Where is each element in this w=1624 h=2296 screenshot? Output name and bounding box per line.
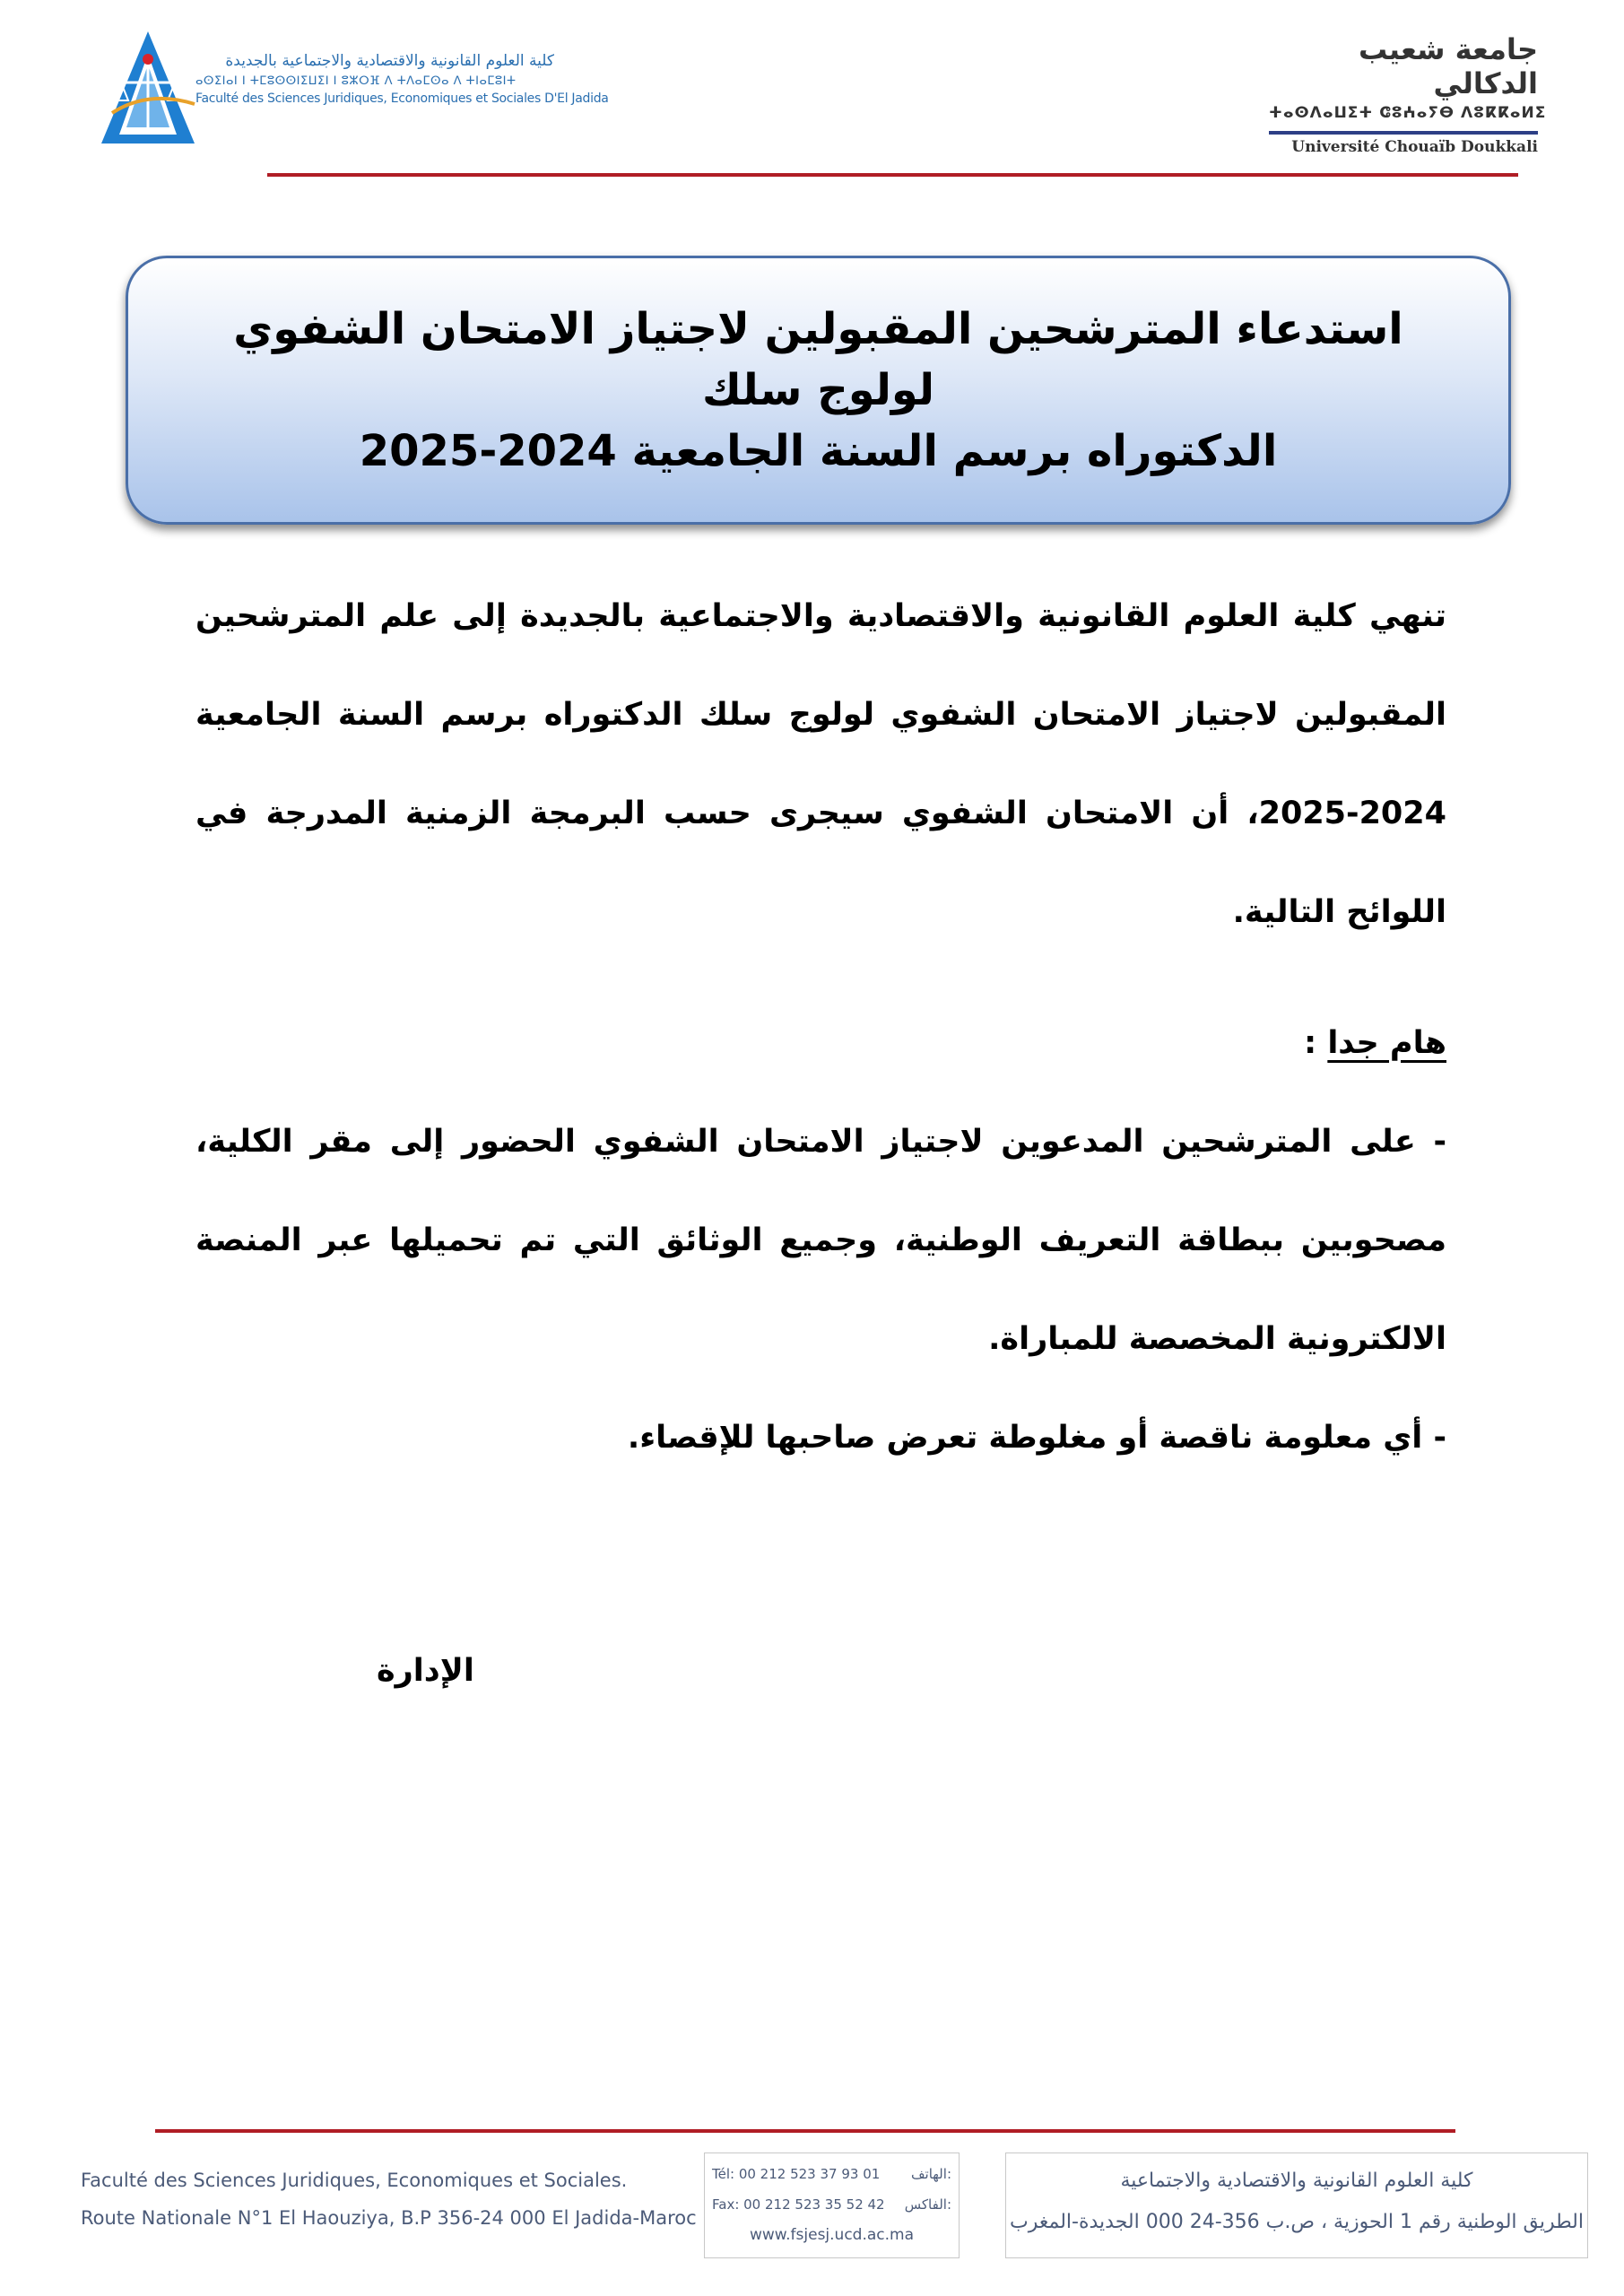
instruction-bullet-1: - على المترشحين المدعوين لاجتياز الامتحان الشفوي الحضور إلى مقر الكلية، مصحوبين ببطاقة التعريف الوطنية، وجميع الوثائق التي تم تحميلها عبر المنصة الالكترونية المخصصة للمباراة. xyxy=(195,1124,1446,1357)
footer-fr-line-1: Faculté des Sciences Juridiques, Economiques et Sociales. xyxy=(81,2170,628,2191)
faculty-name-tifinagh: ⴰⵙⵉⵏⴰⵏ ⵏ ⵜⵎⵓⵙⵙⵏⵉⵡⵉⵏ ⵏ ⵓⵣⵔⴼ ⴷ ⵜⴷⴰⵎⵙⴰ ⴷ ⵜⵏⴰⵎⵓⵏⵜ xyxy=(195,74,517,88)
footer-address-ar xyxy=(1005,2152,1588,2258)
title-line-2-text: الدكتوراه برسم السنة الجامعية xyxy=(631,426,1278,476)
title-line-2 xyxy=(227,421,1410,482)
footer-divider xyxy=(155,2129,1455,2133)
header-divider xyxy=(267,173,1518,177)
title-line-1: استدعاء المترشحين المقبولين لاجتياز الامتحان الشفوي لولوج سلك xyxy=(233,304,1403,415)
footer-fax-label: الفاكس: xyxy=(904,2196,951,2213)
important-heading xyxy=(195,994,1446,1092)
footer-address-fr xyxy=(81,2161,697,2237)
important-colon: : xyxy=(1304,1025,1328,1061)
announcement-paragraph: تنهي كلية العلوم القانونية والاقتصادية والاجتماعية بالجديدة إلى علم المترشحين المقبولين لاجتياز الامتحان الشفوي لولوج سلك الدكتوراه برسم السنة الجامعية 2024-2025، أن الامتحان الشفوي سيجرى حسب البرمجة الزمنية المدرجة في اللوائح التالية. xyxy=(195,598,1446,930)
title-academic-year: 2025-2024 xyxy=(359,426,617,476)
important-label: هام جدا xyxy=(1327,1025,1446,1061)
university-name-fr: Université Chouaïb Doukkali xyxy=(1291,138,1538,156)
footer-fax: Fax: 00 212 523 35 52 42 xyxy=(712,2196,885,2213)
faculty-name-block xyxy=(195,52,609,106)
footer-fr-line-2: Route Nationale N°1 El Haouziya, B.P 356-24 000 El Jadida-Maroc xyxy=(81,2207,697,2229)
signature-administration: الإدارة xyxy=(377,1653,474,1689)
title-box xyxy=(126,256,1511,525)
faculty-name-ar: كلية العلوم القانونية والاقتصادية والاجتماعية بالجديدة xyxy=(225,52,554,70)
footer-ar-line-1: كلية العلوم القانونية والاقتصادية والاجتماعية xyxy=(1120,2170,1473,2192)
university-name-ar: جامعة شعيب الدكالي xyxy=(1359,32,1538,100)
faculty-logo xyxy=(94,27,202,148)
instruction-bullet-2: - أي معلومة ناقصة أو مغلوطة تعرض صاحبها للإقصاء. xyxy=(627,1420,1446,1456)
footer-tel: Tél: 00 212 523 37 93 01 xyxy=(712,2166,881,2182)
university-logo-rule xyxy=(1269,131,1538,135)
footer-tel-label: الهاتف: xyxy=(911,2166,951,2182)
faculty-name-fr: Faculté des Sciences Juridiques, Economiques et Sociales D'El Jadida xyxy=(195,91,609,106)
footer-contact xyxy=(704,2152,960,2258)
footer-ar-line-2: الطريق الوطنية رقم 1 الحوزية ، ص.ب 356-24 000 الجديدة-المغرب xyxy=(1010,2211,1584,2233)
footer-website-link[interactable]: www.fsjesj.ucd.ac.ma xyxy=(749,2226,915,2244)
university-logo-block xyxy=(1269,32,1547,156)
university-name-tifinagh: ⵜⴰⵙⴷⴰⵡⵉⵜ ⵛⵓⵄⴰⵢⴱ ⴷⵓⴽⴽⴰⵍⵉ xyxy=(1269,104,1547,122)
